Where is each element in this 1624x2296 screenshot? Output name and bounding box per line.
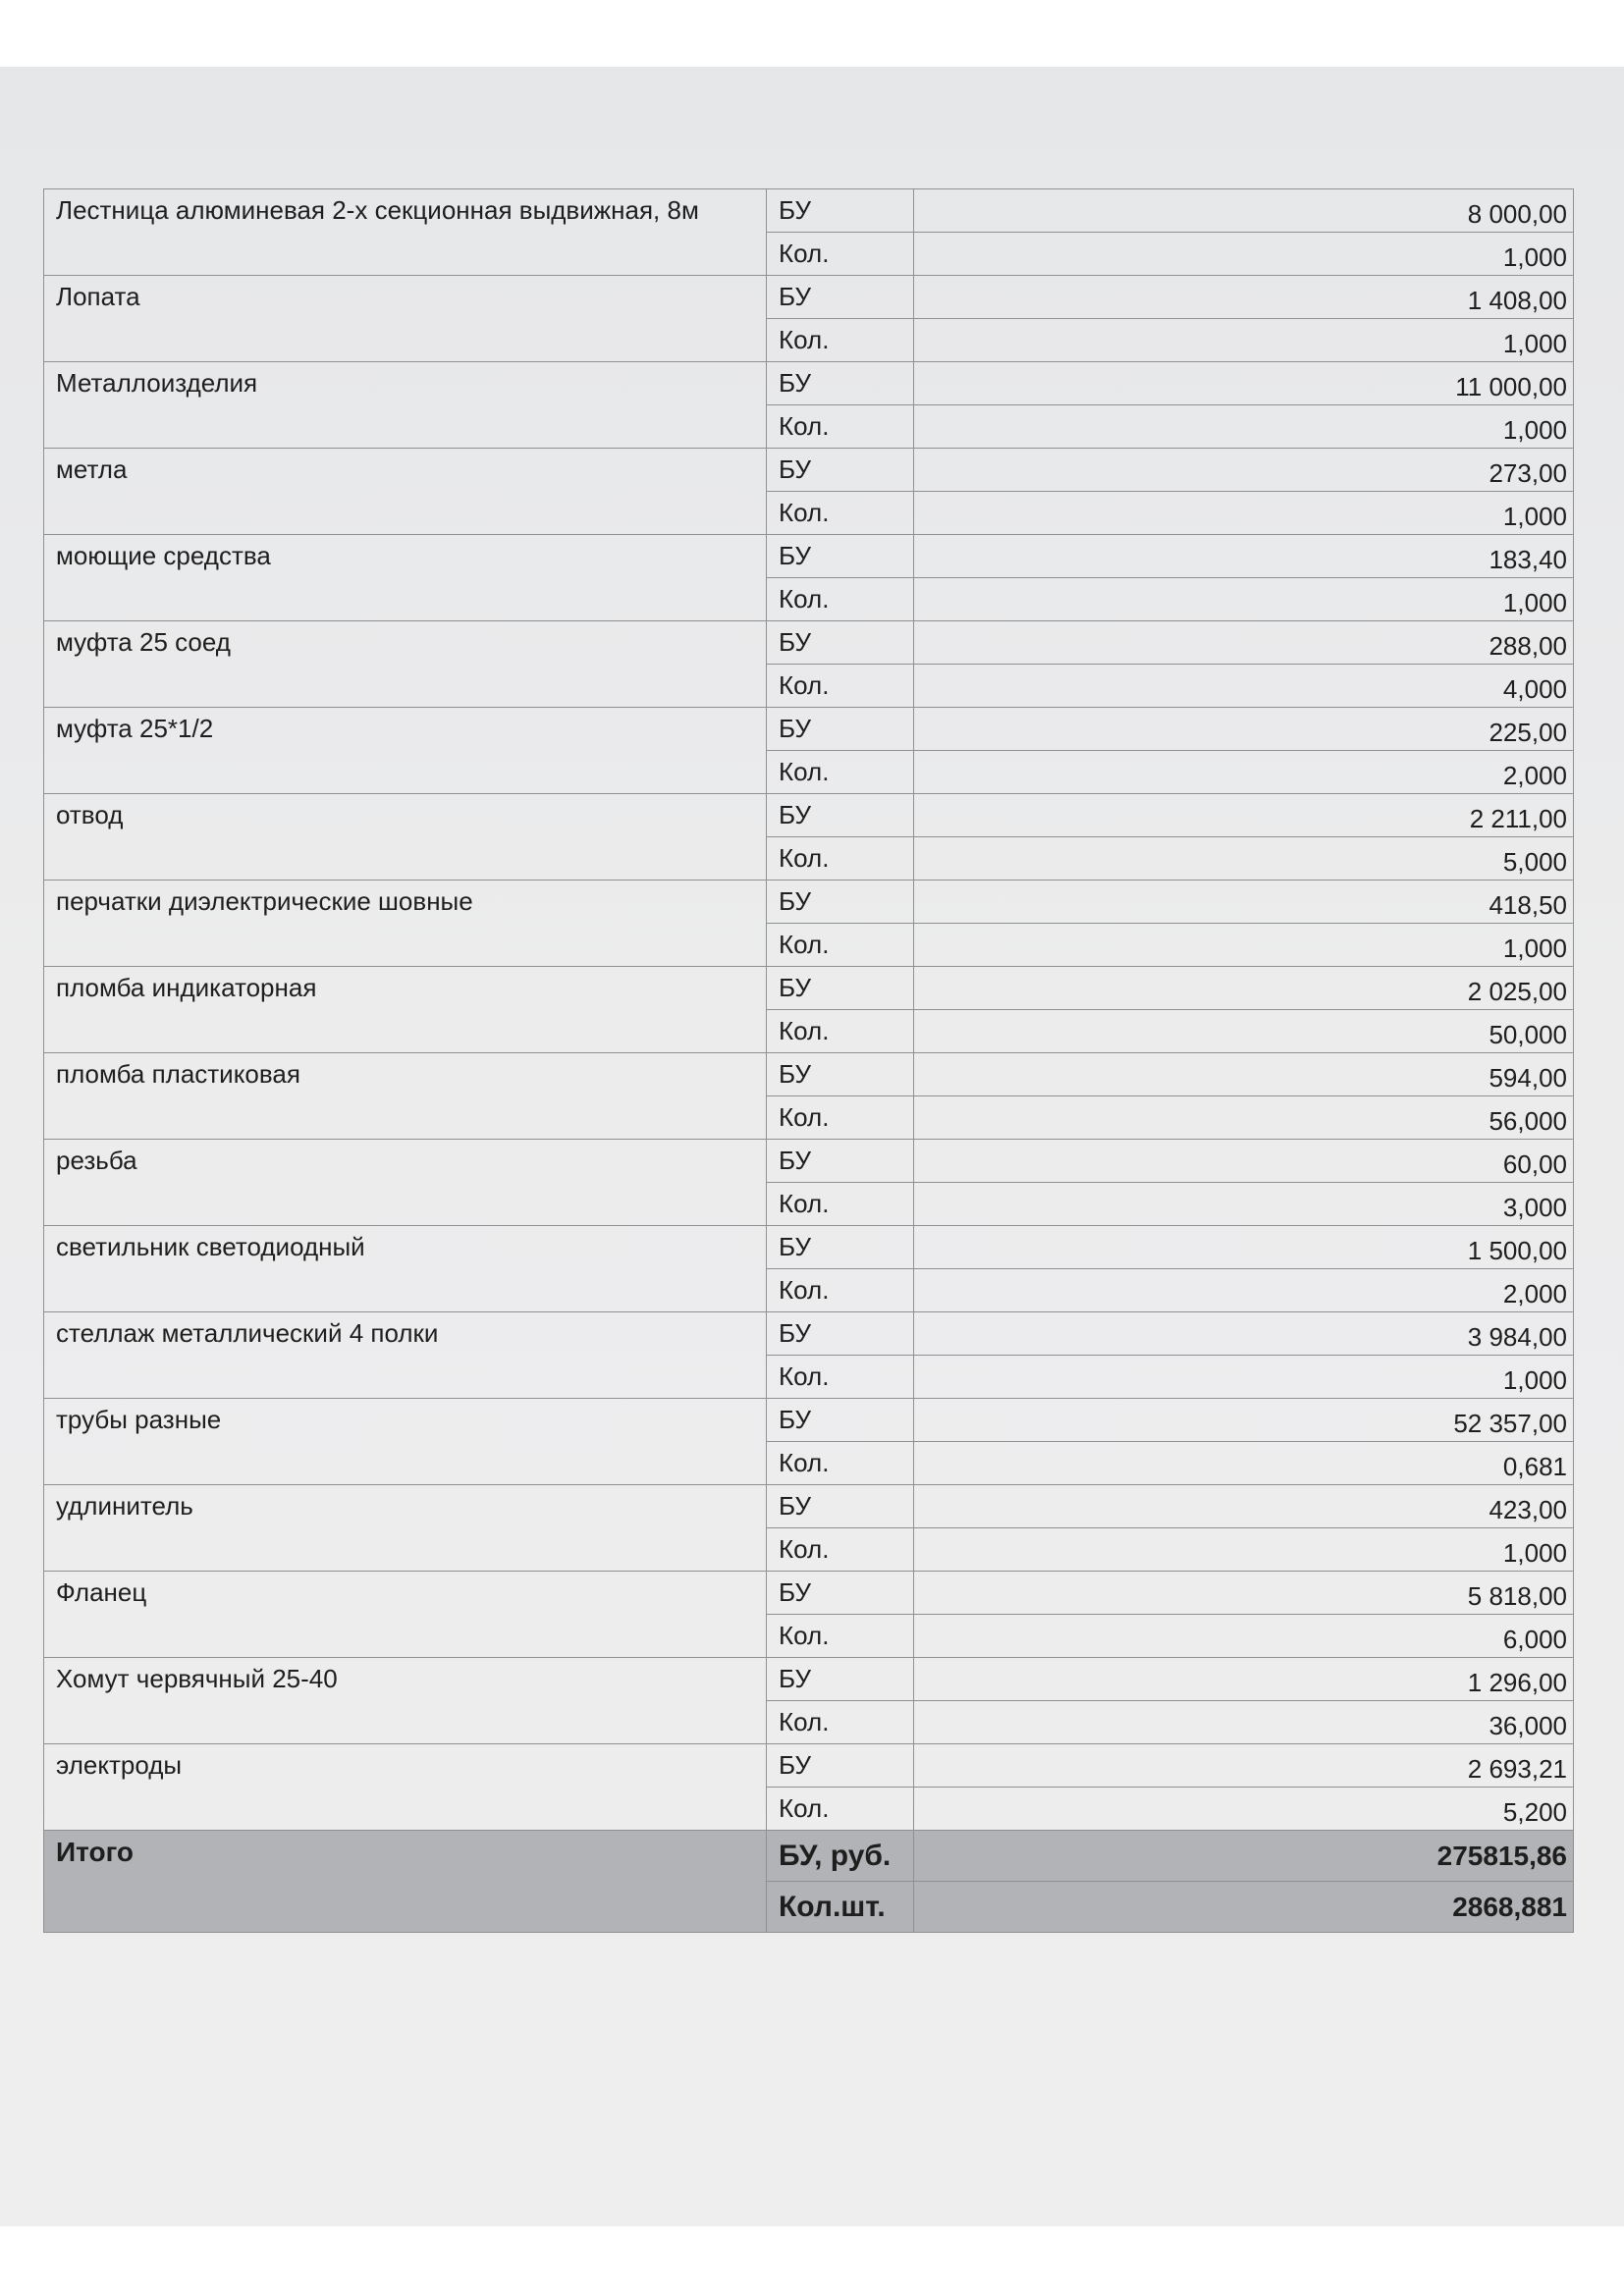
table-row [44,1485,1574,1528]
item-name: электроды [44,1744,767,1831]
total-qty-label: Кол.шт. [767,1882,914,1933]
table-row [44,1312,1574,1356]
metric-label-qty: Кол. [767,1183,914,1226]
table-row [44,1572,1574,1615]
item-name: Хомут червячный 25-40 [44,1658,767,1744]
item-cost: 3 984,00 [914,1312,1574,1356]
inventory-table-body [44,189,1574,1933]
metric-label-cost: БУ [767,535,914,578]
table-row [44,449,1574,492]
item-name: Лопата [44,276,767,362]
item-name: пломба индикаторная [44,967,767,1053]
metric-label-cost: БУ [767,1312,914,1356]
item-name: резьба [44,1140,767,1226]
table-row [44,1399,1574,1442]
metric-label-cost: БУ [767,967,914,1010]
item-cost: 183,40 [914,535,1574,578]
metric-label-qty: Кол. [767,1096,914,1140]
metric-label-cost: БУ [767,1658,914,1701]
table-row [44,189,1574,233]
table-row [44,1140,1574,1183]
item-qty: 3,000 [914,1183,1574,1226]
item-qty: 1,000 [914,319,1574,362]
item-cost: 2 025,00 [914,967,1574,1010]
metric-label-cost: БУ [767,1485,914,1528]
item-cost: 52 357,00 [914,1399,1574,1442]
item-cost: 594,00 [914,1053,1574,1096]
total-cost-label: БУ, руб. [767,1831,914,1882]
item-qty: 1,000 [914,233,1574,276]
inventory-table [43,188,1574,1933]
total-cost: 275815,86 [914,1831,1574,1882]
item-qty: 5,200 [914,1788,1574,1831]
table-row [44,881,1574,924]
item-qty: 1,000 [914,1356,1574,1399]
metric-label-cost: БУ [767,1744,914,1788]
item-name: светильник светодиодный [44,1226,767,1312]
table-row [44,794,1574,837]
table-row [44,967,1574,1010]
item-cost: 423,00 [914,1485,1574,1528]
metric-label-qty: Кол. [767,1356,914,1399]
table-row [44,1053,1574,1096]
item-cost: 2 693,21 [914,1744,1574,1788]
metric-label-cost: БУ [767,449,914,492]
metric-label-cost: БУ [767,189,914,233]
metric-label-qty: Кол. [767,1615,914,1658]
metric-label-cost: БУ [767,708,914,751]
item-qty: 6,000 [914,1615,1574,1658]
item-name: отвод [44,794,767,881]
item-qty: 4,000 [914,665,1574,708]
item-name: муфта 25 соед [44,621,767,708]
item-name: муфта 25*1/2 [44,708,767,794]
item-cost: 418,50 [914,881,1574,924]
item-cost: 1 408,00 [914,276,1574,319]
metric-label-qty: Кол. [767,233,914,276]
item-qty: 1,000 [914,1528,1574,1572]
table-row [44,1744,1574,1788]
item-cost: 288,00 [914,621,1574,665]
item-name: Лестница алюминевая 2-х секционная выдвижная, 8м [44,189,767,276]
table-row [44,362,1574,405]
item-qty: 0,681 [914,1442,1574,1485]
metric-label-qty: Кол. [767,319,914,362]
item-name: метла [44,449,767,535]
item-cost: 11 000,00 [914,362,1574,405]
metric-label-qty: Кол. [767,1528,914,1572]
item-name: моющие средства [44,535,767,621]
metric-label-qty: Кол. [767,924,914,967]
total-row [44,1831,1574,1882]
item-cost: 1 500,00 [914,1226,1574,1269]
item-name: Фланец [44,1572,767,1658]
metric-label-qty: Кол. [767,1701,914,1744]
item-qty: 56,000 [914,1096,1574,1140]
item-qty: 2,000 [914,751,1574,794]
metric-label-qty: Кол. [767,578,914,621]
item-name: удлинитель [44,1485,767,1572]
item-name: трубы разные [44,1399,767,1485]
metric-label-qty: Кол. [767,1788,914,1831]
metric-label-qty: Кол. [767,1010,914,1053]
metric-label-cost: БУ [767,621,914,665]
table-row [44,621,1574,665]
item-cost: 60,00 [914,1140,1574,1183]
metric-label-cost: БУ [767,1399,914,1442]
metric-label-qty: Кол. [767,665,914,708]
metric-label-qty: Кол. [767,492,914,535]
table-row [44,1658,1574,1701]
item-qty: 50,000 [914,1010,1574,1053]
metric-label-qty: Кол. [767,751,914,794]
item-cost: 1 296,00 [914,1658,1574,1701]
item-qty: 2,000 [914,1269,1574,1312]
metric-label-qty: Кол. [767,837,914,881]
metric-label-qty: Кол. [767,1269,914,1312]
metric-label-cost: БУ [767,362,914,405]
total-label: Итого [44,1831,767,1933]
metric-label-qty: Кол. [767,405,914,449]
metric-label-cost: БУ [767,794,914,837]
metric-label-cost: БУ [767,881,914,924]
item-cost: 5 818,00 [914,1572,1574,1615]
table-row [44,276,1574,319]
item-name: перчатки диэлектрические шовные [44,881,767,967]
metric-label-qty: Кол. [767,1442,914,1485]
metric-label-cost: БУ [767,1572,914,1615]
metric-label-cost: БУ [767,276,914,319]
metric-label-cost: БУ [767,1053,914,1096]
metric-label-cost: БУ [767,1226,914,1269]
table-row [44,708,1574,751]
item-cost: 273,00 [914,449,1574,492]
total-qty: 2868,881 [914,1882,1574,1933]
item-cost: 225,00 [914,708,1574,751]
item-qty: 5,000 [914,837,1574,881]
item-qty: 1,000 [914,492,1574,535]
metric-label-cost: БУ [767,1140,914,1183]
item-cost: 2 211,00 [914,794,1574,837]
item-name: Металлоизделия [44,362,767,449]
item-cost: 8 000,00 [914,189,1574,233]
item-qty: 1,000 [914,405,1574,449]
table-row [44,535,1574,578]
document-sheet [0,67,1624,2226]
item-name: пломба пластиковая [44,1053,767,1140]
item-qty: 36,000 [914,1701,1574,1744]
item-name: стеллаж металлический 4 полки [44,1312,767,1399]
table-row [44,1226,1574,1269]
item-qty: 1,000 [914,924,1574,967]
item-qty: 1,000 [914,578,1574,621]
